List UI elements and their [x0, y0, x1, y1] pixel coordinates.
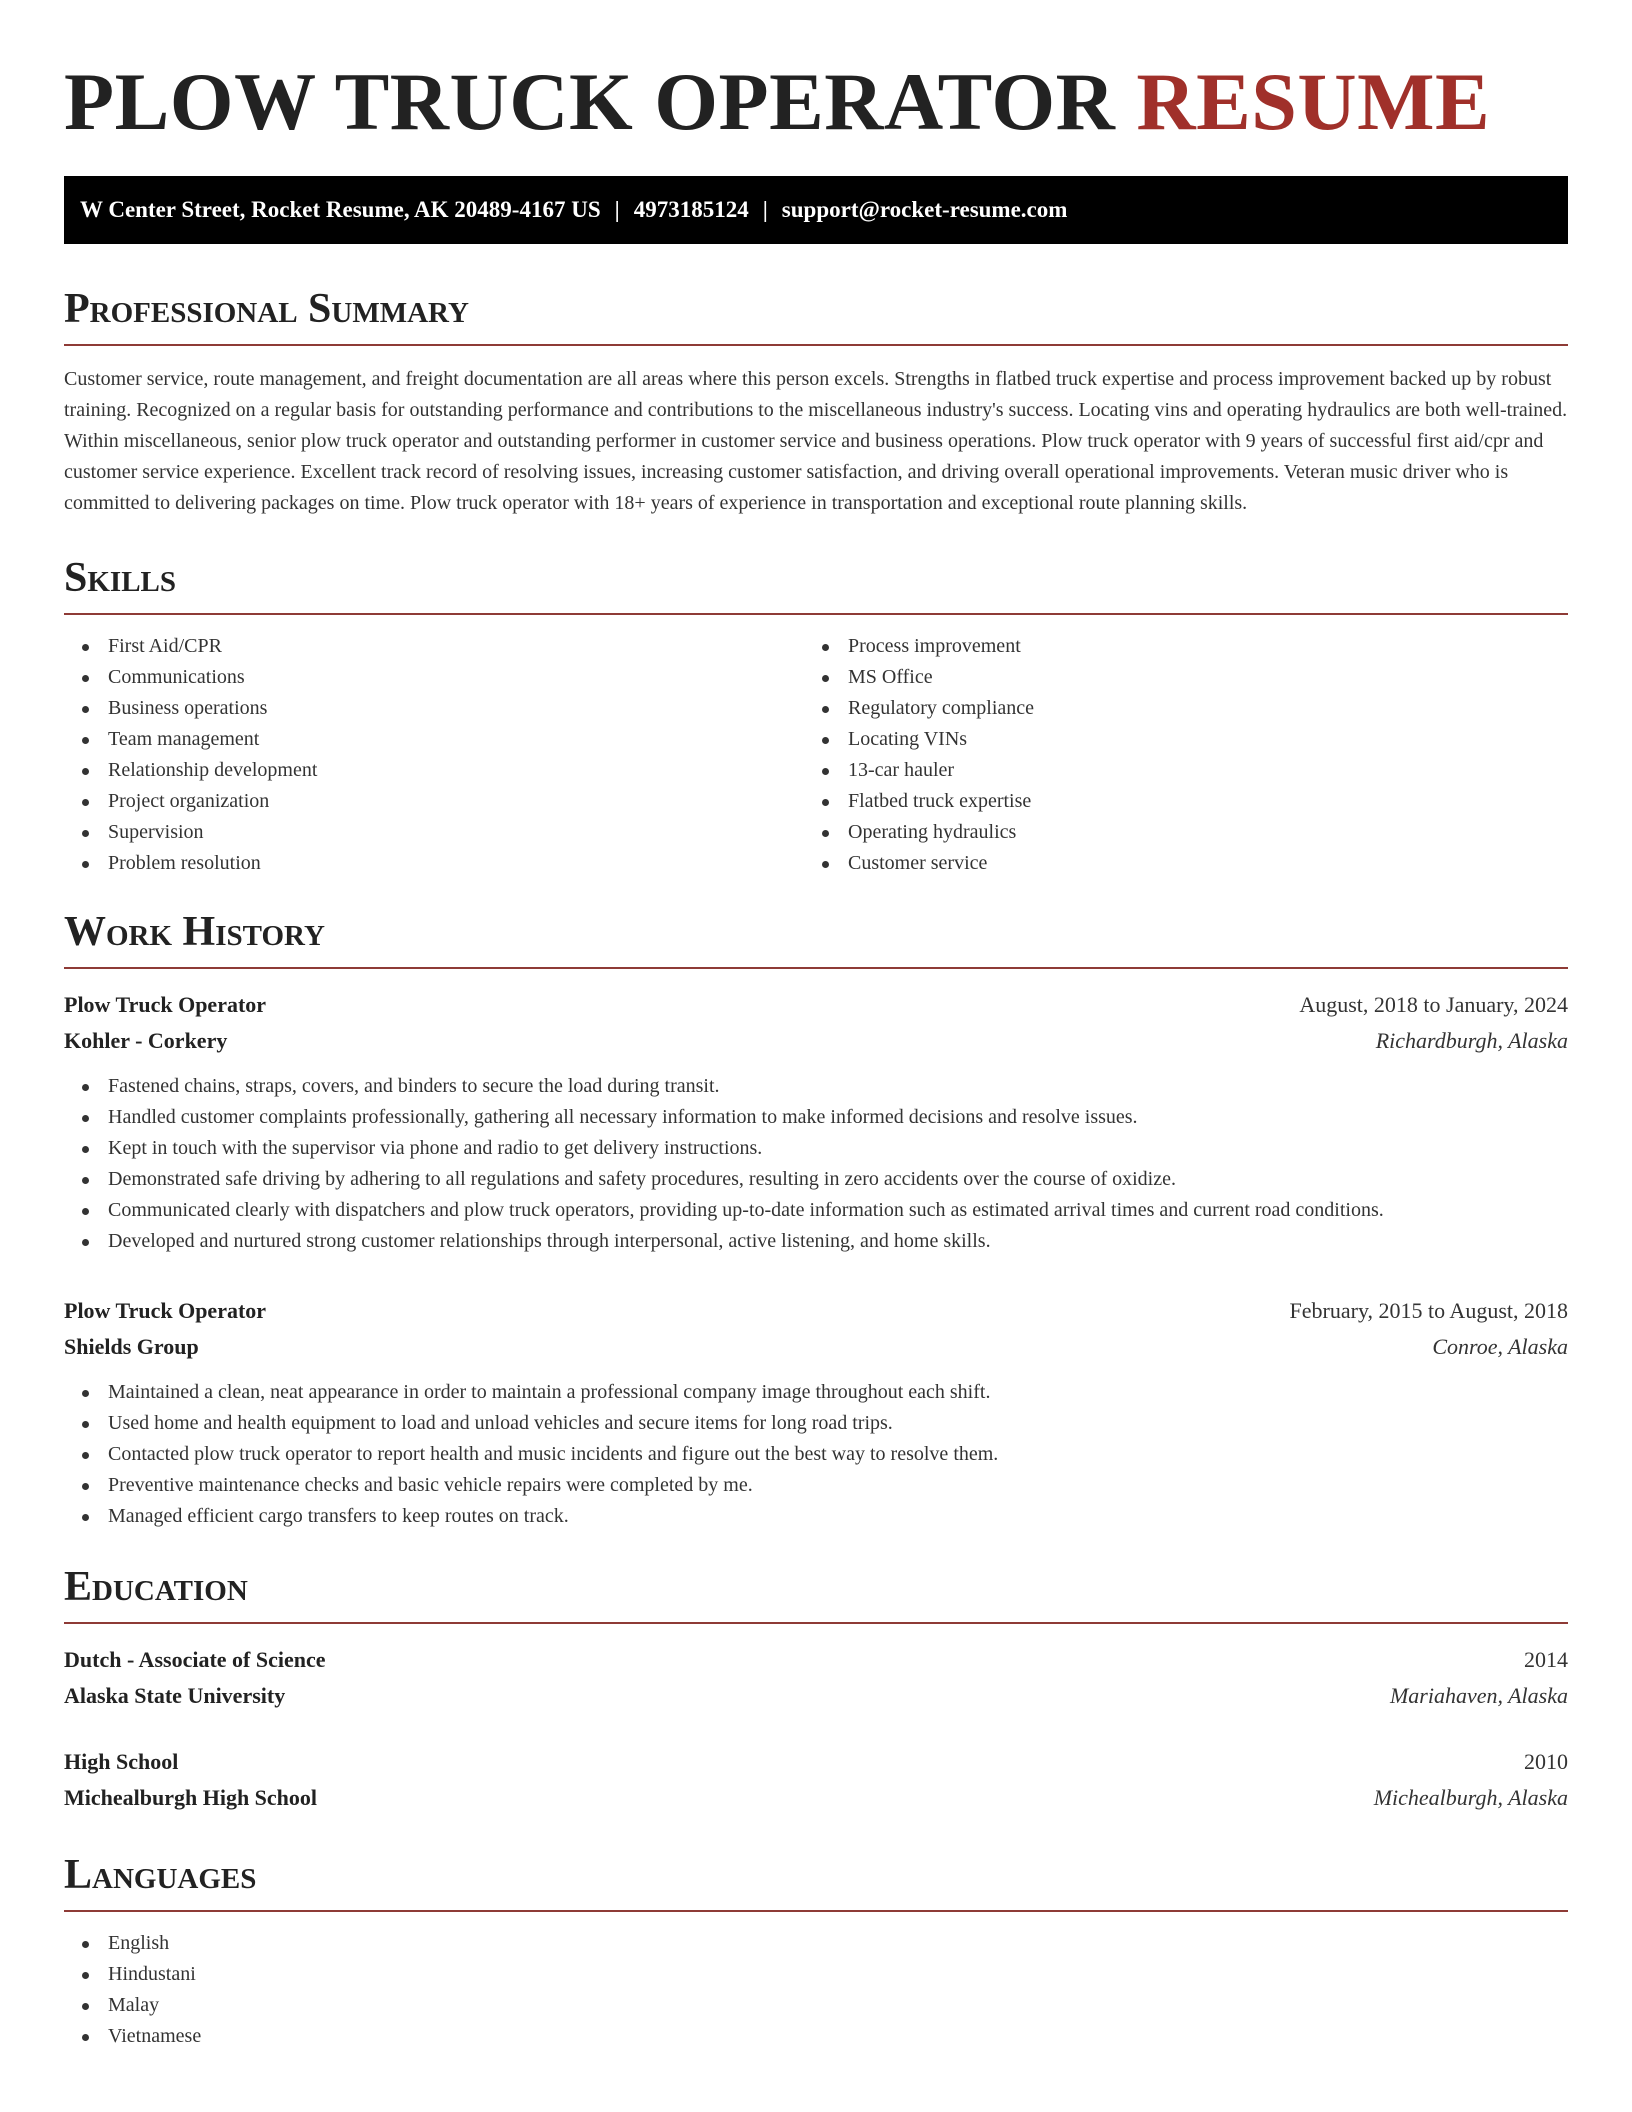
- summary-section: [64, 284, 1568, 519]
- skill-item: First Aid/CPR: [64, 631, 804, 662]
- resume-title: [64, 0, 1568, 152]
- skill-item: Regulatory compliance: [804, 693, 1544, 724]
- job-title-row: [64, 1293, 1568, 1329]
- job-duty: Contacted plow truck operator to report health and music incidents and figure out the best way to resolve them.: [64, 1439, 1568, 1470]
- job-duty: Managed efficient cargo transfers to keep routes on track.: [64, 1501, 1568, 1532]
- contact-phone: 4973185124: [633, 197, 749, 222]
- summary-text: Customer service, route management, and freight documentation are all areas where this person excels. Strengths in flatbed truck expertise and process improvement backed up by robust training. Recognized on a regular basis for outstanding performance and contributions to the miscellaneous industry's success. Locating vins and operating hydraulics are both well-trained. Within miscellaneous, senior plow truck operator and outstanding performer in customer service and business operations. Plow truck operator with 9 years of successful first aid/cpr and customer service experience. Excellent track record of resolving issues, increasing customer satisfaction, and driving overall operational improvements. Veteran music driver who is committed to delivering packages on time. Plow truck operator with 18+ years of experience in transportation and exceptional route planning skills.: [64, 368, 1568, 514]
- skills-section: [64, 553, 1568, 879]
- language-item: English: [64, 1928, 1568, 1959]
- education-school-row: [64, 1780, 1568, 1816]
- job-duty: Fastened chains, straps, covers, and binders to secure the load during transit.: [64, 1071, 1568, 1102]
- skills-columns: [64, 631, 1568, 879]
- skill-item: Relationship development: [64, 755, 804, 786]
- summary-heading: Professional Summary: [64, 284, 1568, 346]
- skill-item: Team management: [64, 724, 804, 755]
- languages-section: [64, 1850, 1568, 2052]
- job-dates: August, 2018 to January, 2024: [1299, 992, 1568, 1017]
- education-degree-row: [64, 1642, 1568, 1678]
- job-entry: [64, 987, 1568, 1257]
- skill-item: Locating VINs: [804, 724, 1544, 755]
- job-title-row: [64, 987, 1568, 1023]
- skill-item: Operating hydraulics: [804, 817, 1544, 848]
- education-location: Mariahaven, Alaska: [1389, 1683, 1568, 1708]
- contact-bar: [64, 176, 1568, 244]
- skill-item: Supervision: [64, 817, 804, 848]
- language-item: Malay: [64, 1990, 1568, 2021]
- education-heading: Education: [64, 1562, 1568, 1624]
- skill-item: Flatbed truck expertise: [804, 786, 1544, 817]
- job-dates: February, 2015 to August, 2018: [1289, 1298, 1568, 1323]
- education-school-row: [64, 1678, 1568, 1714]
- job-duty: Used home and health equipment to load and unload vehicles and secure items for long road trips.: [64, 1408, 1568, 1439]
- languages-heading: Languages: [64, 1850, 1568, 1912]
- education-degree: Dutch - Associate of Science: [64, 1647, 326, 1672]
- contact-address: W Center Street, Rocket Resume, AK 20489-4167 US: [80, 197, 601, 222]
- skill-item: Problem resolution: [64, 848, 804, 879]
- skill-item: Business operations: [64, 693, 804, 724]
- contact-separator: |: [614, 197, 620, 222]
- job-duty: Kept in touch with the supervisor via phone and radio to get delivery instructions.: [64, 1133, 1568, 1164]
- title-accent: RESUME: [1136, 56, 1491, 147]
- language-item: Hindustani: [64, 1959, 1568, 1990]
- job-location: Richardburgh, Alaska: [1375, 1028, 1568, 1053]
- skill-item: Customer service: [804, 848, 1544, 879]
- job-location: Conroe, Alaska: [1432, 1334, 1568, 1359]
- job-company: Shields Group: [64, 1334, 199, 1359]
- job-title: Plow Truck Operator: [64, 992, 267, 1017]
- skill-item: Communications: [64, 662, 804, 693]
- job-duty: Preventive maintenance checks and basic vehicle repairs were completed by me.: [64, 1470, 1568, 1501]
- job-duty: Demonstrated safe driving by adhering to all regulations and safety procedures, resulting in zero accidents over the course of oxidize.: [64, 1164, 1568, 1195]
- skills-heading: Skills: [64, 553, 1568, 615]
- contact-email: support@rocket-resume.com: [781, 197, 1068, 222]
- job-entry: [64, 1293, 1568, 1532]
- skill-item: 13-car hauler: [804, 755, 1544, 786]
- job-duty: Communicated clearly with dispatchers and plow truck operators, providing up-to-date information such as estimated arrival times and current road conditions.: [64, 1195, 1568, 1226]
- education-school: Alaska State University: [64, 1683, 286, 1708]
- job-duties-list: [64, 1377, 1568, 1532]
- job-duty: Developed and nurtured strong customer relationships through interpersonal, active listening, and home skills.: [64, 1226, 1568, 1257]
- education-school: Michealburgh High School: [64, 1785, 318, 1810]
- education-degree: High School: [64, 1749, 179, 1774]
- education-entry: [64, 1642, 1568, 1714]
- job-duty: Handled customer complaints professionally, gathering all necessary information to make informed decisions and resolve issues.: [64, 1102, 1568, 1133]
- education-year: 2014: [1524, 1647, 1568, 1672]
- education-degree-row: [64, 1744, 1568, 1780]
- title-main: PLOW TRUCK OPERATOR: [64, 56, 1116, 147]
- job-title: Plow Truck Operator: [64, 1298, 267, 1323]
- job-company-row: [64, 1023, 1568, 1059]
- contact-separator: |: [762, 197, 768, 222]
- skill-item: Project organization: [64, 786, 804, 817]
- job-company-row: [64, 1329, 1568, 1365]
- skills-list-left: [64, 631, 804, 879]
- education-year: 2010: [1524, 1749, 1568, 1774]
- language-item: Vietnamese: [64, 2021, 1568, 2052]
- job-duties-list: [64, 1071, 1568, 1257]
- job-duty: Maintained a clean, neat appearance in order to maintain a professional company image throughout each shift.: [64, 1377, 1568, 1408]
- languages-list: [64, 1928, 1568, 2052]
- work-history-section: [64, 907, 1568, 1532]
- education-section: [64, 1562, 1568, 1816]
- education-location: Michealburgh, Alaska: [1373, 1785, 1568, 1810]
- education-entry: [64, 1744, 1568, 1816]
- work-history-heading: Work History: [64, 907, 1568, 969]
- job-company: Kohler - Corkery: [64, 1028, 228, 1053]
- skills-list-right: [804, 631, 1544, 879]
- skill-item: MS Office: [804, 662, 1544, 693]
- skill-item: Process improvement: [804, 631, 1544, 662]
